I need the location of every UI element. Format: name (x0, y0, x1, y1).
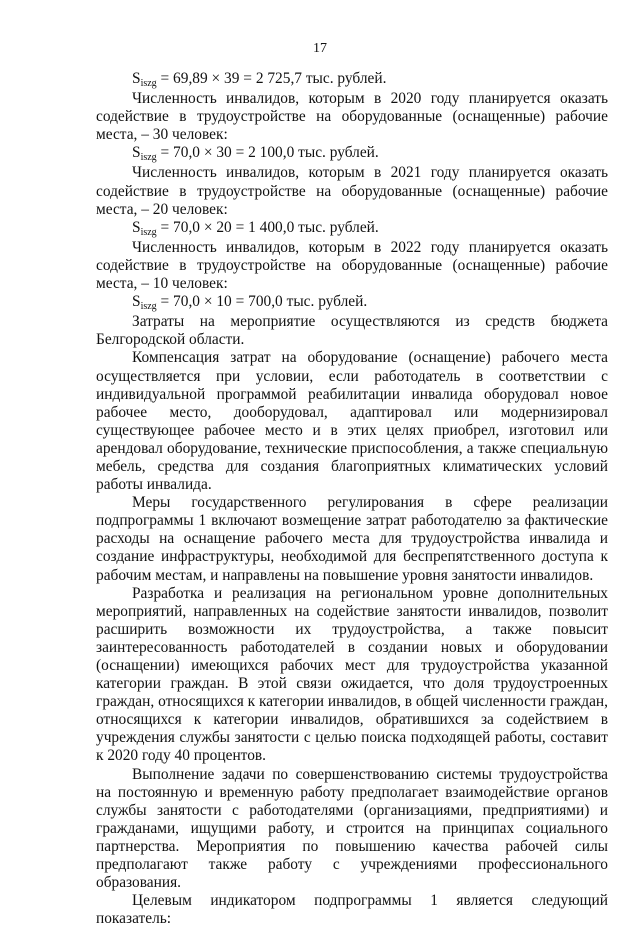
cost-formula (132, 144, 608, 162)
formula-variable: S (132, 218, 141, 236)
page-number: 17 (313, 41, 327, 56)
paragraph: Численность инвалидов, которым в 2020 году планируется оказать содействие в трудоустройстве на оборудованные (оснащенные) рабочие места, – 30 человек: (96, 90, 608, 144)
formula-subscript: iszg (140, 301, 157, 313)
cost-formula (132, 293, 608, 311)
formula-expression: = 70,0 × 30 = 2 100,0 тыс. рублей. (156, 144, 379, 162)
paragraph: Целевым индикатором подпрограммы 1 является следующий показатель: (96, 892, 608, 928)
cost-formula (132, 70, 608, 88)
paragraph: Компенсация затрат на оборудование (оснащение) рабочего места осуществляется при условии, если работодатель в соответствии с индивидуальной программой реабилитации инвалида оборудовал новое рабочее место, дооборудовал, адаптировал или модернизировал существующее рабочее место и в этих целях приобрел, изготовил или арендовал оборудование, технические приспособления, а также специальную мебель, средства для создания благоприятных климатических условий работы инвалида. (96, 349, 608, 494)
formula-variable: S (132, 70, 141, 87)
paragraph: Выполнение задачи по совершенствованию системы трудоустройства на постоянную и временную работу предполагает взаимодействие органов службы занятости с работодателями (организациями, предприятиями) и гражданами, ищущими работу, и строится на принципах социального партнерства. Мероприятия по повышению качества рабочей силы предполагают также работу с учреждениями профессионального образования. (96, 765, 608, 892)
formula-subscript: iszg (140, 152, 157, 164)
paragraph: Меры государственного регулирования в сфере реализации подпрограммы 1 включают возмещение затрат работодателю за фактические расходы на оснащение рабочего места для трудоустройства инвалида и создание инфраструктуры, необходимой для беспрепятственного доступа к рабочим местам, и направлены на повышение уровня занятости инвалидов. (96, 494, 608, 584)
paragraph: Численность инвалидов, которым в 2022 году планируется оказать содействие в трудоустройстве на оборудованные (оснащенные) рабочие места, – 10 человек: (96, 238, 608, 293)
formula-subscript: iszg (140, 78, 157, 89)
paragraph: Затраты на мероприятие осуществляются из средств бюджета Белгородской области. (96, 313, 608, 349)
formula-expression: = 70,0 × 10 = 700,0 тыс. рублей. (156, 293, 368, 311)
formula-variable: S (132, 293, 141, 311)
formula-variable: S (132, 144, 141, 162)
paragraph: Разработка и реализация на региональном уровне дополнительных мероприятий, направленных на содействие занятости инвалидов, позволит расширить возможности их трудоустройства, а также повысит заинтересованность работодателей в создании новых и оборудовании (оснащении) имеющихся рабочих мест для трудоустройства указанной категории граждан. В этой связи ожидается, что доля трудоустроенных граждан, относящихся к категории инвалидов, в общей численности граждан, относящихся к категории инвалидов, обратившихся за содействием в учреждения службы занятости с целью поиска подходящей работы, составит к 2020 году 40 процентов. (96, 584, 608, 765)
formula-expression: = 69,89 × 39 = 2 725,7 тыс. рублей. (156, 70, 387, 87)
formula-subscript: iszg (140, 226, 157, 238)
document-body (96, 70, 608, 928)
cost-formula (132, 219, 608, 237)
paragraph: Численность инвалидов, которым в 2021 году планируется оказать содействие в трудоустройстве на оборудованные (оснащенные) рабочие места, – 20 человек: (96, 164, 608, 218)
formula-expression: = 70,0 × 20 = 1 400,0 тыс. рублей. (156, 218, 379, 236)
